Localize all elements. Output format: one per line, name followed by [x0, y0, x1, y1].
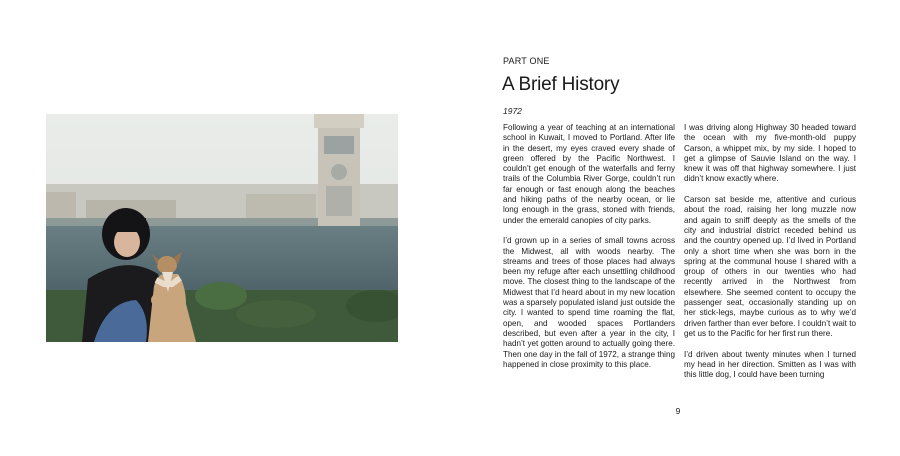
- photo-clock-tower: [314, 114, 364, 230]
- text-column-left: [503, 123, 675, 380]
- paragraph: Carson sat beside me, attentive and curious about the road, raising her long muzzle now and again to sniff deeply as the smells of the city and industrial district receded behind us and the country opened up. I’d lived in Portland only a short time when she was born in the spring at the communal house I shared with a group of others in our twenties who had recently arrived in the Northwest from elsewhere. She seemed content to occupy the passenger seat, occasionally standing up on her stick-legs, maybe curious as to why we’d driven farther than ever before. I couldn’t wait to get us to the Pacific for her first run there.: [684, 195, 856, 338]
- part-label: PART ONE: [503, 56, 550, 66]
- text-column-right: [684, 123, 856, 391]
- paragraph: I’d grown up in a series of small towns across the Midwest, all with woods nearby. The streams and trees of those places had always been my refuge after each unsettling childhood move. The closest thing to the landscape of the Midwest that I’d heard about in my new location was a sparsely populated island just outside the city. I wanted to spend time roaming the flat, open, and wooded spaces Portlanders described, but even after a year in the city, I hadn’t yet gotten around to actually going there. Then one day in the fall of 1972, a strange thing happened in close proximity to this place.: [503, 236, 675, 369]
- photo-woman-with-dog: [46, 114, 398, 342]
- page-number: 9: [675, 406, 681, 416]
- chapter-title: A Brief History: [502, 74, 620, 95]
- paragraph: I was driving along Highway 30 headed toward the ocean with my five-month-old puppy Carson, a whippet mix, by my side. I hoped to get a glimpse of Sauvie Island on the way. I knew it was off that highway somewhere. I just didn’t know exactly where.: [684, 123, 856, 184]
- section-year: 1972: [503, 106, 522, 116]
- paragraph: I’d driven about twenty minutes when I turned my head in her direction. Smitten as I was with this little dog, I could have been turning: [684, 349, 856, 380]
- paragraph: Following a year of teaching at an international school in Kuwait, I moved to Portland. After life in the desert, my eyes craved every shade of green offered by the Pacific Northwest. I couldn’t get enough of the waterfalls and ferny trails of the Columbia River Gorge, couldn’t run far enough or fast enough along the beaches and hiking paths of the nearby ocean, or lie long enough in the grass, stoned with friends, under the emerald canopies of city parks.: [503, 123, 675, 225]
